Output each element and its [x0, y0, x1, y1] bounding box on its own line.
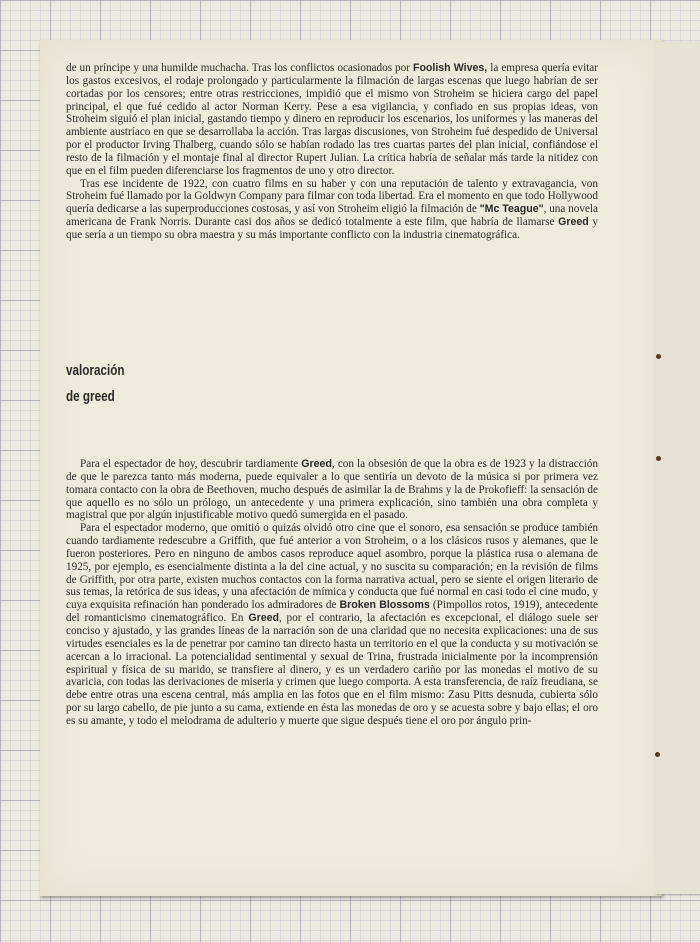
section-1-text: [66, 62, 598, 242]
paragraph: Para el espectador de hoy, descubrir tardiamente Greed, con la obsesión de que la obra es de 1923 y la distracción de que le parezca tanto más moderna, puede equivaler a lo que sentiría un devoto de la música si por primera vez tomara contacto con la obra de Beethoven, mucho después de asimilar la de Brahms y la de Prokofieff: la sensación de que aquello es no sólo un prólogo, un antecedente y una primera explicación, sino también una obra completa y magistral que por algún injustificable motivo quedó sumergida en el pasado.: [66, 458, 598, 522]
next-page-edge: [655, 42, 700, 894]
film-title: Broken Blossoms: [339, 599, 430, 612]
film-title: Greed: [558, 216, 589, 229]
staple-hole: [656, 354, 661, 359]
heading-line: de greed: [66, 388, 115, 405]
section-2-text: [66, 458, 598, 728]
section-heading: [66, 358, 125, 410]
film-title: Foolish Wives,: [412, 62, 488, 74]
paragraph: de un príncipe y una humilde muchacha. Tras los conflictos ocasionados por Foolish Wives, la empresa quería evitar los gastos excesivos, el rodaje prolongado y particularmente la filmación de largas escenas que luego habrían de ser cortadas por los censores; entre otras restricciones, impidió que el mismo von Stroheim se hiciera cargo del papel principal, el que fué cedido al actor Norman Kerry. Pese a esa vigilancia, y confiado en sus propias ideas, von Stroheim siguió el plan inicial, gastando tiempo y dinero en reproducir los escenarios, los uniformes y las maneras del ambiente austríaco en que se desarrollaba la acción. Tras largas discusiones, von Stroheim fué despedido de Universal por el productor Irving Thalberg, cuando sólo se habían rodado las tres cuartas partes del plan inicial, confiándose el resto de la filmación y el montaje final al director Rupert Julian. La crítica habría de señalar más tarde la nitidez con que en el film pueden diferenciarse los fragmentos de uno y otro director.: [66, 62, 598, 177]
film-title: "Mc Teague": [479, 203, 544, 216]
staple-hole: [656, 456, 661, 461]
staple-hole: [655, 752, 660, 757]
film-title: Greed: [301, 458, 332, 470]
paragraph: Tras ese incidente de 1922, con cuatro films en su haber y con una reputación de talento y extravagancia, von Stroheim fué llamado por la Goldwyn Company para filmar con toda libertad. Era el momento en que todo Hollywood quería dedicarse a las superproducciones costosas, y así von Stroheim eligió la filmación de "Mc Teague", una novela americana de Frank Norris. Durante casi dos años se dedicó totalmente a este film, que habría de llamarse Greed y que sería a un tiempo su obra maestra y su más importante conflicto con la industria cinematográfica.: [66, 177, 598, 241]
film-title: Greed: [248, 612, 279, 625]
paragraph: Para el espectador moderno, que omitió o quizás olvidó otro cine que el sonoro, esa sensación se produce también cuando tardiamente redescubre a Griffith, que fué anterior a von Stroheim, o a los clásicos rusos y alemanes, que le fueron posteriores. Pero en ninguno de ambos casos reproduce aquel asombro, porque la plástica rusa o alemana de 1925, por ejemplo, es esencialmente distinta a la del cine actual, y no suscita su comparación; en la revisión de films de Griffith, por otra parte, existen muchos contactos con la forma narrativa actual, pero se siente el origen literario de sus temas, la retórica de sus ideas, y una afectación de mímica y conducta que fué normal en casi todo el cine mudo, y cuya exquisita refinación han ponderado los admiradores de Broken Blossoms (Pimpollos rotos, 1919), antecedente del romanticismo cinematográfico. En Greed, por el contrario, la afectación es excepcional, el diálogo suele ser conciso y ajustado, y las grandes líneas de la narración son de una claridad que no necesita explicaciones: una de sus virtudes esenciales es la de penetrar por camino tan directo hasta un territorio en el que la conducta y su motivación se acercan a lo irracional. La potencialidad sentimental y sexual de Trina, frustrada inicialmente por la incomprensión espiritual y física de su marido, se transfiere al dinero, y es un verdadero cariño por las monedas el motivo de su avaricia, con todas las derivaciones de miseria y crimen que luego comporta. A esta transferencia, de raíz freudiana, se debe entre otras una escena central, más amplia en las fotos que en el film mismo: Zasu Pitts desnuda, cubierta sólo por su largo cabello, de pie junto a su cama, extiende en ésta las monedas de oro y se acuesta sobre y bajo ellas; el oro es su amante, y todo el melodrama de adulterio y muerte que sigue después tiene el oro por ángulo prin-: [66, 522, 598, 727]
heading-line: valoración: [66, 362, 125, 379]
